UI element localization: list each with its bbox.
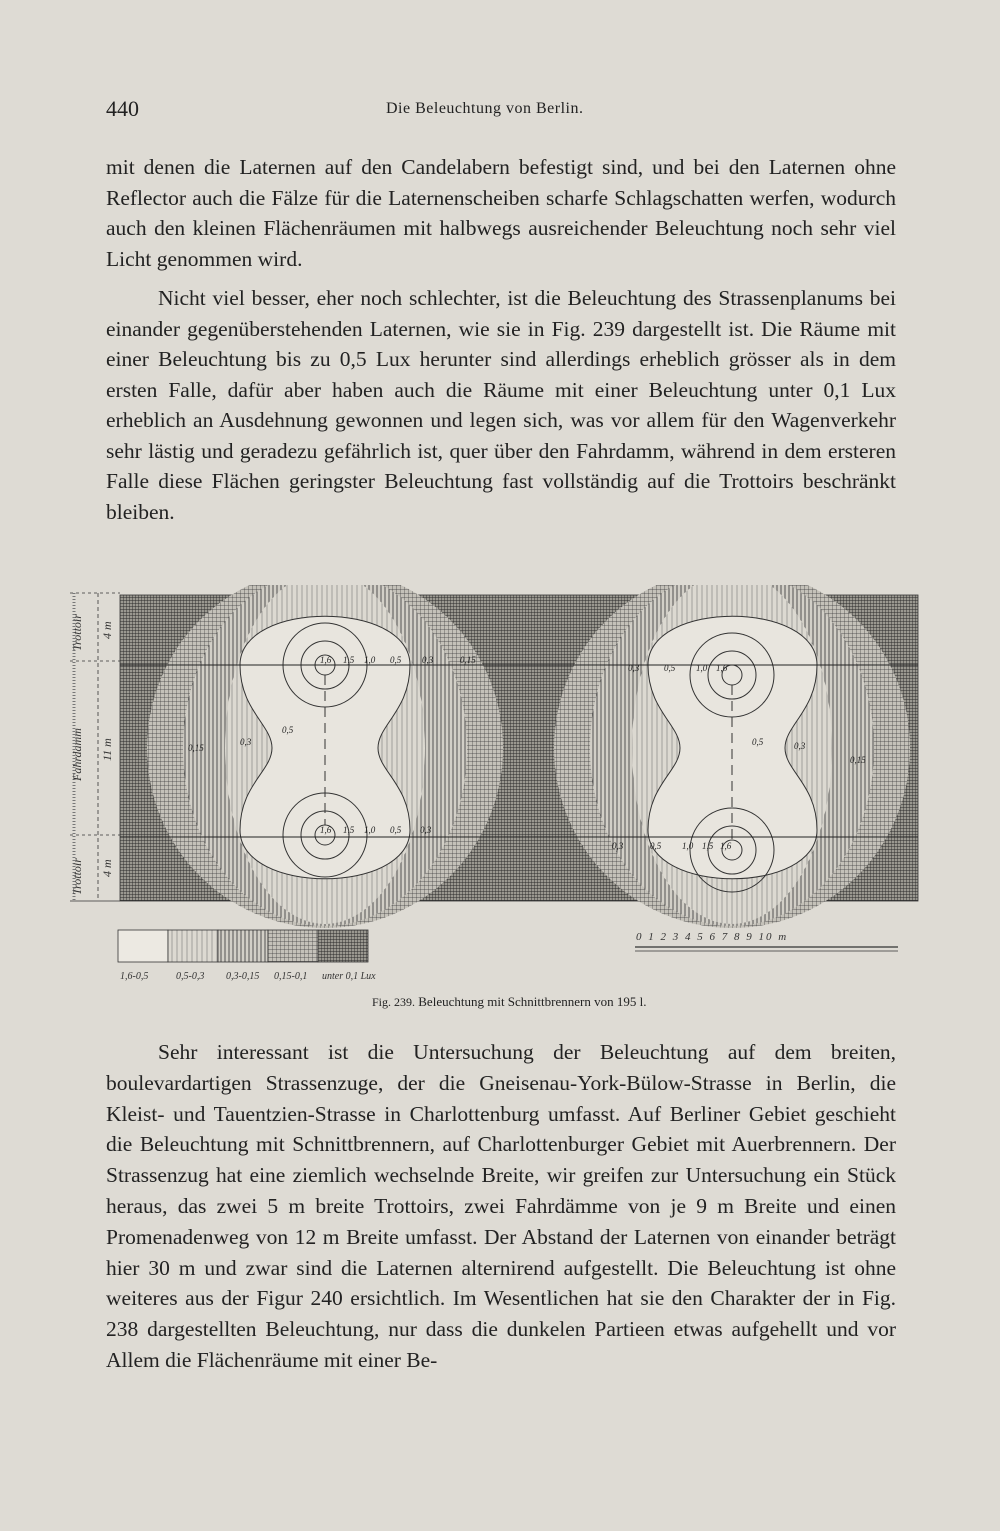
zone-label: 1,5	[343, 655, 355, 665]
legend-swatches	[118, 930, 368, 962]
zone-label: 1,6	[716, 663, 728, 673]
legend-label: 0,5-0,3	[176, 971, 205, 982]
zone-label: 1,6	[320, 825, 332, 835]
zone-label: 0,15	[850, 755, 866, 765]
figure-number: Fig. 239.	[372, 995, 416, 1009]
zone-label: 0,15	[188, 743, 204, 753]
zone-label: 0,3	[240, 737, 252, 747]
side-label-trottoir-top: Trottoir	[70, 614, 84, 651]
scale-bar	[635, 947, 898, 951]
zone-label: 1,0	[696, 663, 708, 673]
zone-label: 1,0	[364, 825, 376, 835]
zone-label: 0,3	[628, 663, 640, 673]
zone-label: 0,15	[460, 655, 476, 665]
paragraph-1: mit denen die Laternen auf den Candelabern befestigt sind, und bei den Laternen ohne Reflector auch die Fälze für die Laternenscheiben scharfe Schlagschatten werfen, wodurch auch den kleinen Flächenräumen mit halbwegs ausreichender Beleuchtung noch sehr viel Licht genommen wird.	[106, 155, 896, 271]
page-number: 440	[106, 96, 139, 121]
zone-label: 0,5	[390, 825, 402, 835]
zone-label: 0,5	[650, 841, 662, 851]
figure-239	[60, 585, 920, 1025]
zone-label: 0,5	[390, 655, 402, 665]
zone-label: 0,3	[794, 741, 806, 751]
zone-label: 1,6	[320, 655, 332, 665]
dimension-bottom: 4 m	[100, 859, 114, 877]
paragraph-2: Nicht viel besser, eher noch schlechter, ist die Beleuchtung des Strassenplanums bei einander gegenüberstehenden Laternen, wie sie in Fig. 239 dargestellt ist. Die Räume mit einer Beleuchtung bis zu 0,5 Lux herunter sind allerdings erheblich grösser als in dem ersten Falle, dafür aber haben auch die Räume mit einer Beleuchtung unter 0,1 Lux erheblich an Ausdehnung gewonnen und legen sich, was vor allem für den Wagenverkehr sehr lästig und geradezu gefährlich ist, quer über den Fahrdamm, während in dem ersteren Falle diese Flächen geringster Beleuchtung fast vollständig auf die Trottoirs beschränkt bleiben.	[106, 286, 896, 524]
legend-label: 1,6-0,5	[120, 971, 149, 982]
zone-label: 1,6	[720, 841, 732, 851]
zone-label: 0,5	[752, 737, 764, 747]
legend-label: 0,15-0,1	[274, 971, 308, 982]
zone-label: 1,0	[364, 655, 376, 665]
figure-caption-text: Beleuchtung mit Schnittbrennern von 195 l.	[418, 994, 647, 1009]
zone-label: 0,5	[664, 663, 676, 673]
zone-label: 1,5	[343, 825, 355, 835]
side-label-fahrdamm: Fahrdamm	[70, 728, 84, 781]
illumination-diagram	[60, 585, 920, 1025]
paragraph-3: Sehr interessant ist die Untersuchung der Beleuchtung auf dem breiten, boulevardartigen Strassenzuge, der die Gneisenau-York-Bülow-Strasse in Berlin, die Kleist- und Tauentzien-Strasse in Charlottenburg umfasst. Auf Berliner Gebiet geschieht die Beleuchtung mit Schnittbrennern, auf Charlottenburger Gebiet mit Auerbrennern. Der Strassenzug hat eine ziemlich wechselnde Breite, wir greifen zur Untersuchung ein Stück heraus, das zwei 5 m breite Trottoirs, zwei Fahrdämme von je 9 m Breite und einen Promenadenweg von 12 m Breite umfasst. Der Abstand der Laternen von einander beträgt hier 30 m und zwar sind die Laternen alternirend aufgestellt. Die Beleuchtung ist ohne weiteres aus der Figur 240 ersichtlich. Im Wesentlichen hat sie den Charakter der in Fig. 238 dargestellten Beleuchtung, nur dass die dunkelen Partieen etwas aufgehellt und vor Allem die Flächenräume mit einer Be-	[106, 1040, 896, 1372]
side-label-trottoir-bottom: Trottoir	[70, 858, 84, 895]
legend-label: 0,3-0,15	[226, 971, 260, 982]
dimension-middle: 11 m	[100, 738, 114, 761]
zone-label: 1,0	[682, 841, 694, 851]
running-title: Die Beleuchtung von Berlin.	[386, 100, 584, 117]
legend-label: unter 0,1 Lux	[322, 971, 376, 982]
figure-caption	[372, 994, 646, 1010]
dimension-top: 4 m	[100, 621, 114, 639]
zone-label: 0,3	[420, 825, 432, 835]
zone-label: 1,5	[702, 841, 714, 851]
zone-label: 0,3	[612, 841, 624, 851]
zone-label: 0,3	[422, 655, 434, 665]
page-header	[106, 96, 896, 126]
zone-label: 0,5	[282, 725, 294, 735]
scale-label: 0 1 2 3 4 5 6 7 8 9 10 m	[636, 931, 789, 943]
